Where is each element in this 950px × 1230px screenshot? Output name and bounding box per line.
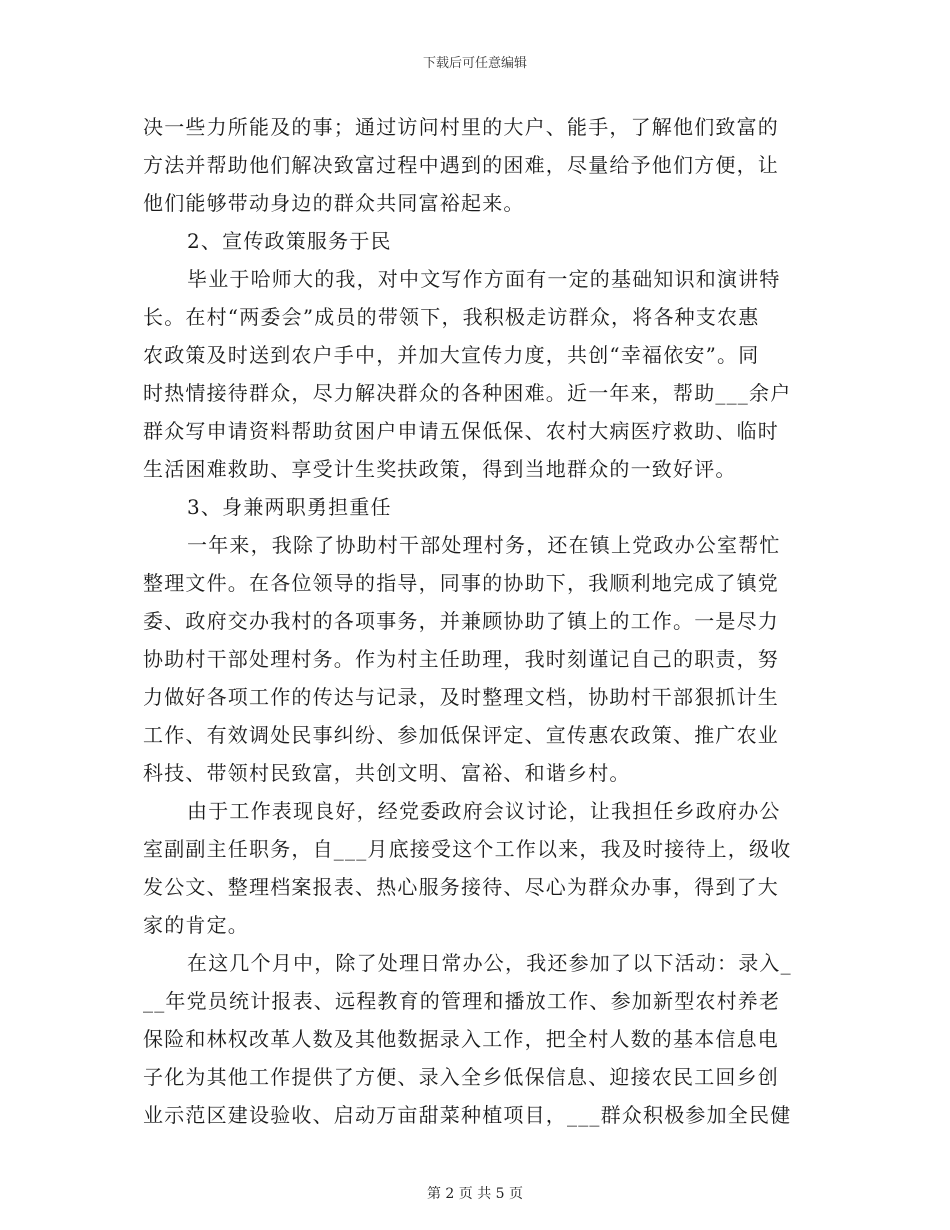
- text-line: 决一些力所能及的事；通过访问村里的大户、能手，了解他们致富的: [143, 115, 779, 139]
- text-line: 家的肯定。: [143, 913, 249, 937]
- text-line: 3、身兼两职勇担重任: [187, 495, 392, 519]
- text-line: 他们能够带动身边的群众共同富裕起来。: [143, 191, 525, 215]
- text-line: 室副副主任职务，自___月底接受这个工作以来，我及时接待上，级收: [143, 837, 792, 861]
- text-line: 由于工作表现良好，经党委政府会议讨论，让我担任乡政府办公: [187, 799, 781, 823]
- text-line: 群众写申请资料帮助贫困户申请五保低保、农村大病医疗救助、临时: [143, 419, 779, 443]
- text-line: 毕业于哈师大的我，对中文写作方面有一定的基础知识和演讲特: [187, 267, 781, 291]
- text-line: 长。在村“两委会”成员的带领下，我积极走访群众，将各种支农惠: [143, 305, 760, 329]
- text-line: 工作、有效调处民事纠纷、参加低保评定、宣传惠农政策、推广农业: [143, 723, 779, 747]
- text-line: 方法并帮助他们解决致富过程中遇到的困难，尽量给予他们方便，让: [143, 153, 779, 177]
- text-line: __年党员统计报表、远程教育的管理和播放工作、参加新型农村养老: [143, 989, 781, 1013]
- text-line: 整理文件。在各位领导的指导，同事的协助下，我顺利地完成了镇党: [143, 571, 779, 595]
- text-line: 在这几个月中，除了处理日常办公，我还参加了以下活动：录入_: [187, 951, 792, 975]
- text-line: 发公文、整理档案报表、热心服务接待、尽心为群众办事，得到了大: [143, 875, 779, 899]
- text-line: 协助村干部处理村务。作为村主任助理，我时刻谨记自己的职责，努: [143, 647, 779, 671]
- text-line: 生活困难救助、享受计生奖扶政策，得到当地群众的一致好评。: [143, 457, 737, 481]
- text-line: 时热情接待群众，尽力解决群众的各种困难。近一年来，帮助___余户: [143, 381, 792, 405]
- text-line: 子化为其他工作提供了方便、录入全乡低保信息、迎接农民工回乡创: [143, 1065, 779, 1089]
- text-line: 2、宣传政策服务于民: [187, 229, 392, 253]
- page-header: 下载后可任意编辑: [422, 56, 527, 71]
- text-line: 委、政府交办我村的各项事务，并兼顾协助了镇上的工作。一是尽力: [143, 609, 779, 633]
- text-line: 业示范区建设验收、启动万亩甜菜种植项目，___群众积极参加全民健: [143, 1103, 792, 1127]
- text-line: 农政策及时送到农户手中，并加大宣传力度，共创“幸福依安”。同: [143, 343, 760, 367]
- text-line: 一年来，我除了协助村干部处理村务，还在镇上党政办公室帮忙: [187, 533, 781, 557]
- page-footer: 第 2 页 共 5 页: [426, 1186, 524, 1202]
- document-body: [143, 108, 803, 1134]
- text-line: 力做好各项工作的传达与记录，及时整理文档，协助村干部狠抓计生: [143, 685, 779, 709]
- text-line: 科技、带领村民致富，共创文明、富裕、和谐乡村。: [143, 761, 631, 785]
- text-line: 保险和林权改革人数及其他数据录入工作，把全村人数的基本信息电: [143, 1027, 779, 1051]
